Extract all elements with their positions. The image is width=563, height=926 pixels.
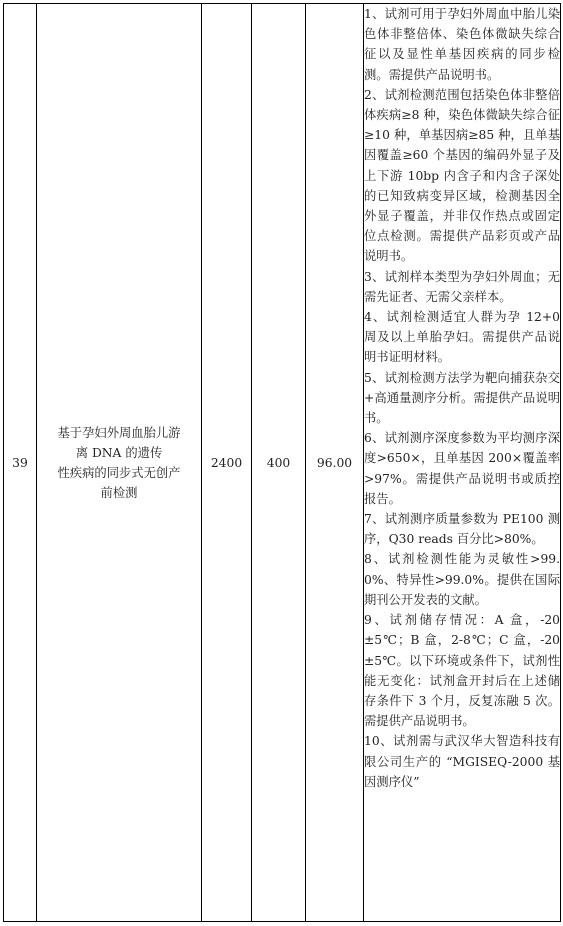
requirement-item: 4、试剂检测适宜人群为孕 12+0 周及以上单胎孕妇。需提供产品说明书证明材料。	[364, 310, 560, 365]
requirement-item: 5、试剂检测方法学为靶向捕获杂交+高通量测序分析。需提供产品说明书。	[364, 370, 560, 426]
unit-price-cell: 400	[252, 4, 306, 922]
product-name-line: 前检测	[100, 485, 138, 500]
row-number: 39	[4, 4, 37, 922]
requirements-cell	[364, 4, 561, 922]
requirement-item: 2、试剂检测范围包括染色体非整倍体疾病≥8 种，染色体微缺失综合征≥10 种，单基因病≥85 种，且单基因覆盖≥60 个基因的编码外显子及上下游 10bp 内含子和内含子深处的已知致病变异区域，检测基因全外显子覆盖，并非仅作热点或固定位点检测。需提供产品彩页或产品说明书。	[364, 87, 560, 264]
requirement-item: 1、试剂可用于孕妇外周血中胎儿染色体非整倍体、染色体微缺失综合征以及显性单基因疾病的同步检测。需提供产品说明书。	[364, 7, 560, 82]
requirement-item: 6、试剂测序深度参数为平均测序深度>650×，且单基因 200×覆盖率>97%。需提供产品说明书或质控报告。	[364, 431, 560, 506]
requirement-item: 9、试剂储存情况：A 盒，-20±5℃；B 盒，2-8℃；C 盒，-20±5℃。以下环境或条件下，试剂性能无变化：试剂盒开封后在上述储存条件下 3 个月，反复冻融 5 次。需提供产品说明书。	[364, 613, 560, 729]
product-name-line: 性疾病的同步式无创产	[57, 465, 181, 480]
product-name	[37, 4, 202, 922]
table-row	[4, 4, 561, 922]
score-cell: 96.00	[306, 4, 364, 922]
quantity-cell: 2400	[202, 4, 252, 922]
spec-table	[3, 3, 561, 922]
requirement-item: 7、试剂测序质量参数为 PE100 测序，Q30 reads 百分比>80%。	[364, 512, 560, 547]
requirement-item: 10、试剂需与武汉华大智造科技有限公司生产的 “MGISEQ-2000 基因测序仪”	[364, 734, 560, 789]
product-name-line: 离 DNA 的遗传	[75, 445, 163, 460]
product-name-line: 基于孕妇外周血胎儿游	[57, 425, 181, 440]
requirement-item: 8、试剂检测性能为灵敏性>99.0%、特异性>99.0%。提供在国际期刊公开发表的文献。	[364, 552, 560, 607]
requirement-item: 3、试剂样本类型为孕妇外周血；无需先证者、无需父亲样本。	[364, 269, 560, 304]
